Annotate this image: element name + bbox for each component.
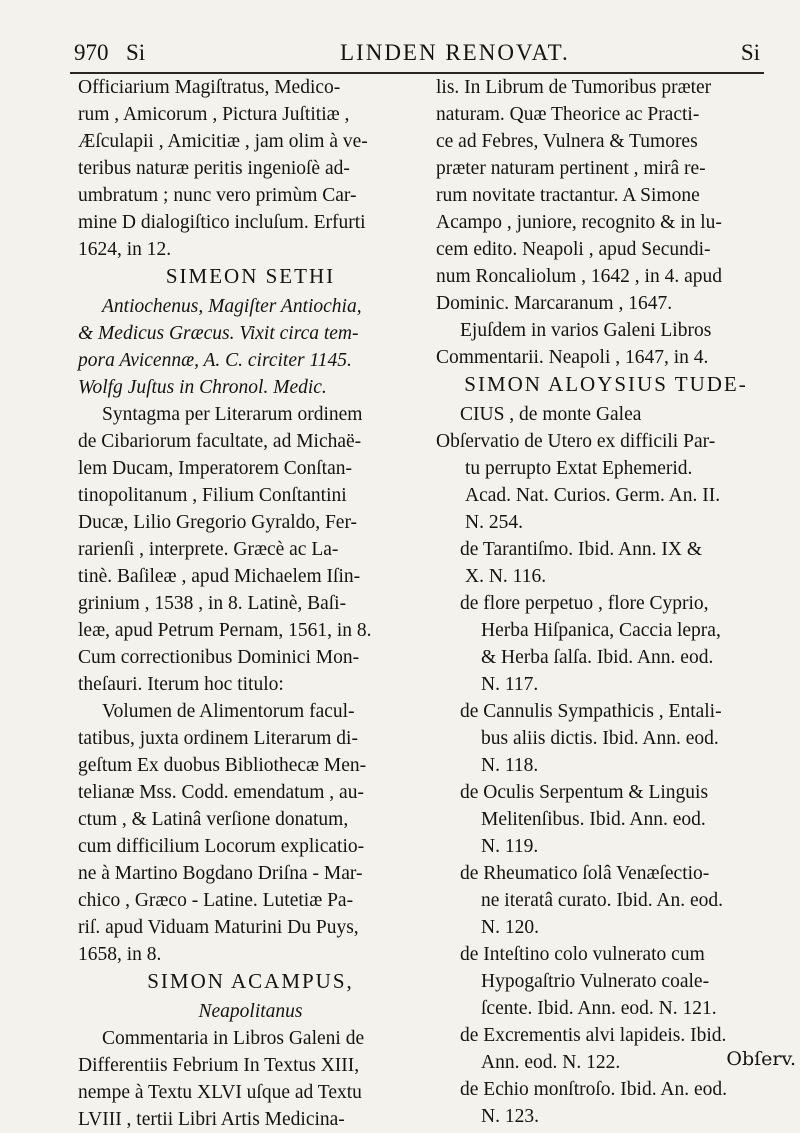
text-line: N. 117. [481, 674, 539, 695]
text-line: LVIII , tertii Libri Artis Medicina- [78, 1109, 345, 1130]
text-line: Melitenſibus. Ibid. Ann. eod. [481, 809, 706, 830]
text-line: rum , Amicorum , Pictura Juſtitiæ , [78, 104, 350, 125]
text-line: N. 254. [465, 512, 523, 533]
text-line: Differentiis Febrium In Textus XIII, [78, 1055, 360, 1076]
text-line: ce ad Febres, Vulnera & Tumores [436, 131, 698, 152]
text-line: 1658, in 8. [78, 944, 162, 965]
catchword: Obſerv. [726, 1048, 796, 1070]
running-head [68, 40, 760, 70]
text-line: riſ. apud Viduam Maturini Du Puys, [78, 917, 359, 938]
text-line: tinè. Baſileæ , apud Michaelem Iſin- [78, 566, 361, 587]
text-line: Ann. eod. N. 122. [481, 1052, 621, 1073]
text-line: X. N. 116. [465, 566, 547, 587]
running-title: LINDEN RENOVAT. [340, 40, 570, 65]
text-line: tatibus, juxta ordinem Literarum di- [78, 728, 358, 749]
text-line: Acampo , juniore, recognito & in lu- [436, 212, 722, 233]
text-line: N. 123. [481, 1106, 539, 1127]
text-line: tinopolitanum , Filium Conſtantini [78, 485, 347, 506]
text-line: tu perrupto Extat Ephemerid. [465, 458, 693, 479]
text-line: Commentarii. Neapoli , 1647, in 4. [436, 347, 709, 368]
text-line: Hypogaſtrio Vulnerato coale- [481, 971, 710, 992]
text-line: de Excrementis alvi lapideis. Ibid. [460, 1025, 727, 1046]
text-line: de Oculis Serpentum & Linguis [460, 782, 709, 803]
text-line: præter naturam pertinent , mirâ re- [436, 158, 706, 179]
text-line: bus aliis dictis. Ibid. Ann. eod. [481, 728, 719, 749]
text-line: N. 120. [481, 917, 539, 938]
text-line: nempe à Textu XLVI uſque ad Textu [78, 1082, 362, 1103]
text-line: Ducæ, Lilio Gregorio Gyraldo, Fer- [78, 512, 358, 533]
text-line: N. 118. [481, 755, 539, 776]
text-line: umbratum ; nunc vero primùm Car- [78, 185, 357, 206]
text-line: rum novitate tractantur. A Simone [436, 185, 700, 206]
text-line: geſtum Ex duobus Bibliothecæ Men- [78, 755, 367, 776]
text-line: Acad. Nat. Curios. Germ. An. II. [465, 485, 721, 506]
text-line: cum difficilium Locorum explicatio- [78, 836, 365, 857]
text-line: chico , Græco - Latine. Lutetiæ Pa- [78, 890, 354, 911]
text-line: Wolfg Juſtus in Chronol. Medic. [78, 377, 327, 398]
text-line: Cum correctionibus Dominici Mon- [78, 647, 360, 668]
text-line: & Herba ſalſa. Ibid. Ann. eod. [481, 647, 714, 668]
text-line: naturam. Quæ Theorice ac Practi- [436, 104, 700, 125]
text-line: Ejuſdem in varios Galeni Libros [460, 320, 712, 341]
text-line: lem Ducam, Imperatorem Conſtan- [78, 458, 352, 479]
text-line: grinium , 1538 , in 8. Latinè, Baſi- [78, 593, 347, 614]
text-line: num Roncaliolum , 1642 , in 4. apud [436, 266, 722, 287]
text-line: Obſervatio de Utero ex difficili Par- [436, 431, 716, 452]
text-line: rarienſi , interprete. Græcè ac La- [78, 539, 339, 560]
text-line: Herba Hiſpanica, Caccia lepra, [481, 620, 721, 641]
text-line: 1624, in 12. [78, 239, 172, 260]
text-line: ſcente. Ibid. Ann. eod. N. 121. [481, 998, 717, 1019]
text-line: de Echio monſtroſo. Ibid. An. eod. [460, 1079, 728, 1100]
text-line: de Cibariorum facultate, ad Michaë- [78, 431, 362, 452]
text-line: Neapolitanus [198, 1001, 303, 1022]
entry-heading: SIMON ACAMPUS, [147, 969, 354, 993]
text-line: de flore perpetuo , flore Cyprio, [460, 593, 709, 614]
text-line: de Rheumatico ſolâ Venæſectio- [460, 863, 710, 884]
text-line: theſauri. Iterum hoc titulo: [78, 674, 284, 695]
left-column [78, 74, 423, 1133]
text-line: ne iteratâ curato. Ibid. An. eod. [481, 890, 724, 911]
page-number: 970 [74, 40, 109, 65]
entry-heading: SIMON ALOYSIUS TUDE- [464, 372, 748, 396]
text-line: Commentaria in Libros Galeni de [102, 1028, 365, 1049]
text-line: Officiarium Magiſtratus, Medico- [78, 77, 341, 98]
text-line: de Tarantiſmo. Ibid. Ann. IX & [460, 539, 702, 560]
text-line: & Medicus Græcus. Vixit circa tem- [78, 323, 359, 344]
text-line: Dominic. Marcaranum , 1647. [436, 293, 673, 314]
text-line: CIUS , de monte Galea [460, 404, 642, 425]
text-line: N. 119. [481, 836, 539, 857]
text-line: cem edito. Neapoli , apud Secundi- [436, 239, 711, 260]
text-line: telianæ Mss. Codd. emendatum , au- [78, 782, 364, 803]
text-line: de Cannulis Sympathicis , Entali- [460, 701, 722, 722]
text-line: Syntagma per Literarum ordinem [102, 404, 363, 425]
text-line: de Inteſtino colo vulnerato cum [460, 944, 705, 965]
text-line: pora Avicennæ, A. C. circiter 1145. [78, 350, 352, 371]
text-line: ne à Martino Bogdano Driſna - Mar- [78, 863, 363, 884]
text-line: Antiochenus, Magiſter Antiochia, [102, 296, 362, 317]
text-line: lis. In Librum de Tumoribus præter [436, 77, 712, 98]
right-column [436, 74, 776, 1130]
text-line: Æſculapii , Amicitiæ , jam olim à ve- [78, 131, 368, 152]
text-line: ctum , & Latinâ verſione donatum, [78, 809, 349, 830]
section-letter-right: Si [740, 40, 760, 65]
text-line: teribus naturæ peritis ingenioſè ad- [78, 158, 350, 179]
text-line: Volumen de Alimentorum facul- [102, 701, 355, 722]
entry-heading: SIMEON SETHI [165, 264, 336, 288]
text-line: mine D dialogiſtico incluſum. Erfurti [78, 212, 366, 233]
section-letter-left: Si [126, 40, 146, 65]
text-line: leæ, apud Petrum Pernam, 1561, in 8. [78, 620, 372, 641]
